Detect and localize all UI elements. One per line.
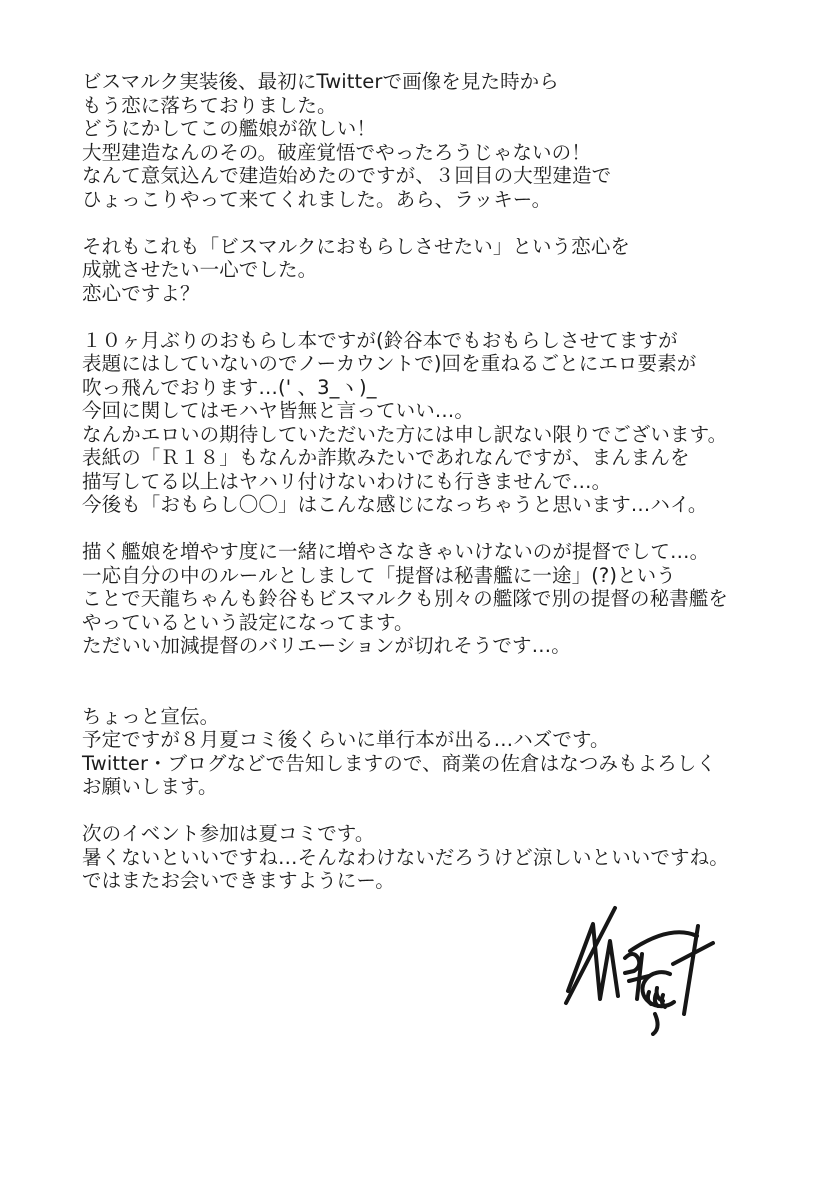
- text-line: 表題にはしていないのでノーカウントで)回を重ねるごとにエロ要素が: [82, 352, 697, 375]
- text-line: 描く艦娘を増やす度に一緒に増やさなきゃいけないのが提督でして…。: [82, 540, 710, 563]
- afterword-text: [82, 70, 792, 893]
- text-line: 一応自分の中のルールとしまして「提督は秘書艦に一途」(?)という: [82, 563, 676, 587]
- text-line: 次のイベント参加は夏コミです。: [82, 822, 375, 845]
- text-line: やっているという設定になってます。: [82, 610, 414, 634]
- text-line: 今回に関してはモハヤ皆無と言っていい…。: [82, 399, 475, 422]
- paragraph-2: [82, 235, 792, 306]
- text-line: それもこれも「ビスマルクにおもらしさせたい」という恋心を: [82, 234, 631, 258]
- text-line: 描写してる以上はヤハリ付けないわけにも行きませんで…。: [82, 469, 612, 493]
- text-line: お願いします。: [82, 775, 218, 798]
- text-line: １０ヶ月ぶりのおもらし本ですが(鈴谷本でもおもらしさせてますが: [82, 328, 678, 352]
- text-line: 成就させたい一心でした。: [82, 258, 318, 281]
- text-line: なんて意気込んで建造始めたのですが、３回目の大型建造で: [82, 164, 612, 187]
- text-line: ただいい加減提督のバリエーションが切れそうです…。: [82, 634, 571, 657]
- text-line: どうにかしてこの艦娘が欲しい！: [82, 117, 377, 140]
- text-line: ちょっと宣伝。: [82, 704, 220, 728]
- text-line: もう恋に落ちておりました。: [82, 93, 337, 117]
- paragraph-6: [82, 822, 792, 893]
- text-line: Twitter・ブログなどで告知しますので、商業の佐倉はなつみもよろしく: [82, 751, 717, 775]
- text-line: 暑くないといいですね…そんなわけないだろうけど涼しいといいですね。: [82, 845, 729, 869]
- text-line: 恋心ですよ？: [82, 281, 200, 305]
- paragraph-5: [82, 705, 792, 799]
- text-line: ではまたお会いできますようにー。: [82, 869, 395, 892]
- text-line: 予定ですが８月夏コミ後くらいに単行本が出る…ハズです。: [82, 728, 610, 751]
- paragraph-4: [82, 540, 792, 658]
- text-line: ひょっこりやって来てくれました。あら、ラッキー。: [82, 187, 552, 211]
- text-line: ことで天龍ちゃんも鈴谷もビスマルクも別々の艦隊で別の提督の秘書艦を: [82, 587, 729, 610]
- text-line: 今後も「おもらし〇〇」はこんな感じになっちゃうと思います…ハイ。: [82, 493, 708, 516]
- text-line: なんかエロいの期待していただいた方には申し訳ない限りでございます。: [82, 422, 728, 446]
- text-line: 吹っ飛んでおります…(' 、3_ヽ)_: [82, 375, 377, 399]
- text-line: ビスマルク実装後、最初にTwitterで画像を見た時から: [82, 70, 559, 93]
- text-line: 表紙の「Ｒ１８」もなんか詐欺みたいであれなんですが、まんまんを: [82, 446, 690, 469]
- paragraph-1: [82, 70, 792, 211]
- paragraph-3: [82, 329, 792, 517]
- artist-signature-icon: [545, 896, 757, 1036]
- text-line: 大型建造なんのその。破産覚悟でやったろうじゃないの！: [82, 140, 591, 164]
